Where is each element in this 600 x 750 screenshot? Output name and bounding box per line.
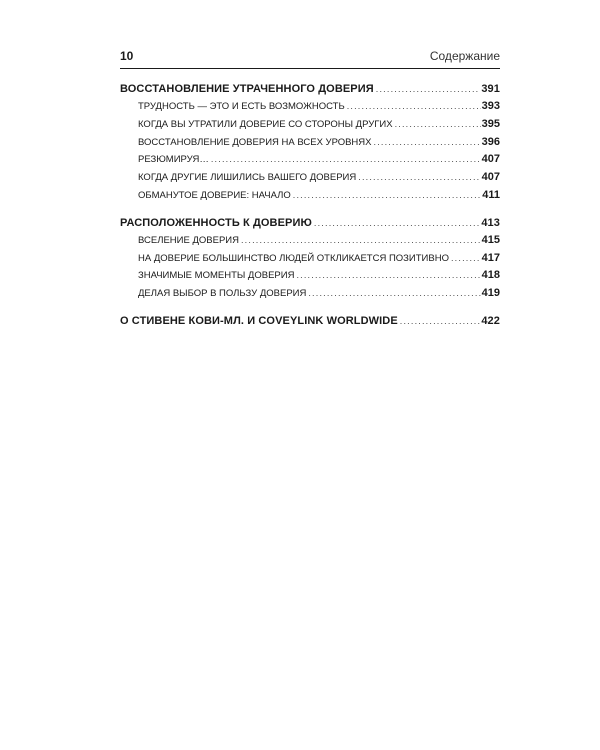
toc-subentry-title: РЕЗЮМИРУЯ… (138, 154, 209, 166)
dot-leader (347, 98, 481, 116)
toc-page-number: 407 (481, 171, 500, 184)
toc-page-number: 422 (481, 314, 500, 327)
toc-subentry[interactable] (120, 232, 500, 250)
toc-subentry-title: ВОССТАНОВЛЕНИЕ ДОВЕРИЯ НА ВСЕХ УРОВНЯХ (138, 136, 372, 148)
toc-subentry[interactable] (120, 267, 500, 285)
toc-page-number: 415 (481, 233, 500, 246)
toc-section (120, 214, 500, 303)
toc-page-number: 393 (481, 100, 500, 112)
toc-page-number: 395 (481, 117, 500, 130)
toc-page-number: 418 (481, 269, 500, 282)
toc-subentry[interactable] (120, 98, 500, 116)
dot-leader (451, 250, 481, 268)
toc-subentry[interactable] (120, 285, 500, 303)
toc-subentry[interactable] (120, 169, 500, 187)
toc-page-number: 396 (481, 135, 500, 148)
toc-chapter-entry[interactable] (120, 312, 500, 330)
toc-chapter-title: ВОССТАНОВЛЕНИЕ УТРАЧЕННОГО ДОВЕРИЯ (120, 83, 374, 95)
page-number: 10 (120, 49, 134, 63)
dot-leader (308, 285, 480, 303)
dot-leader (314, 214, 480, 232)
dot-leader (293, 187, 482, 205)
toc-page-number: 417 (481, 251, 500, 264)
dot-leader (296, 267, 480, 285)
toc-chapter-title: РАСПОЛОЖЕННОСТЬ К ДОВЕРИЮ (120, 216, 312, 229)
toc-section (120, 80, 500, 205)
toc-subentry[interactable] (120, 250, 500, 268)
header-rule (120, 68, 500, 69)
dot-leader (211, 151, 481, 169)
toc-subentry-title: КОГДА ДРУГИЕ ЛИШИЛИСЬ ВАШЕГО ДОВЕРИЯ (138, 172, 357, 184)
dot-leader (358, 169, 480, 187)
toc-page-number: 407 (481, 153, 500, 166)
toc-page-number: 411 (482, 188, 500, 201)
dot-leader (400, 312, 481, 330)
toc-subentry[interactable] (120, 116, 500, 134)
toc-subentry[interactable] (120, 187, 500, 205)
toc-page-number: 419 (481, 287, 500, 300)
toc-page-number: 413 (481, 216, 500, 229)
toc-subentry-title: ДЕЛАЯ ВЫБОР В ПОЛЬЗУ ДОВЕРИЯ (138, 288, 307, 300)
dot-leader (395, 116, 481, 134)
toc-subentry-title: КОГДА ВЫ УТРАТИЛИ ДОВЕРИЕ СО СТОРОНЫ ДРУГИХ (138, 118, 393, 130)
toc-chapter-entry[interactable] (120, 214, 500, 232)
toc-chapter-title: О СТИВЕНЕ КОВИ-МЛ. И COVEYLINK WORLDWIDE (120, 314, 398, 327)
dot-leader (376, 80, 481, 98)
toc-page-number: 391 (481, 83, 500, 95)
dot-leader (374, 134, 481, 152)
table-of-contents (120, 80, 500, 330)
toc-subentry-title: ТРУДНОСТЬ — ЭТО И ЕСТЬ ВОЗМОЖНОСТЬ (138, 101, 345, 112)
toc-subentry-title: ВСЕЛЕНИЕ ДОВЕРИЯ (138, 234, 239, 246)
toc-subentry[interactable] (120, 134, 500, 152)
toc-section (120, 312, 500, 330)
toc-subentry[interactable] (120, 151, 500, 169)
toc-subentry-title: ЗНАЧИМЫЕ МОМЕНТЫ ДОВЕРИЯ (138, 270, 295, 282)
running-title: Содержание (429, 49, 500, 63)
page-header (120, 49, 500, 65)
dot-leader (241, 232, 481, 250)
toc-chapter-entry[interactable] (120, 80, 500, 98)
toc-subentry-title: ОБМАНУТОЕ ДОВЕРИЕ: НАЧАЛО (138, 189, 291, 201)
toc-subentry-title: НА ДОВЕРИЕ БОЛЬШИНСТВО ЛЮДЕЙ ОТКЛИКАЕТСЯ ПОЗИТИВНО (138, 252, 449, 264)
